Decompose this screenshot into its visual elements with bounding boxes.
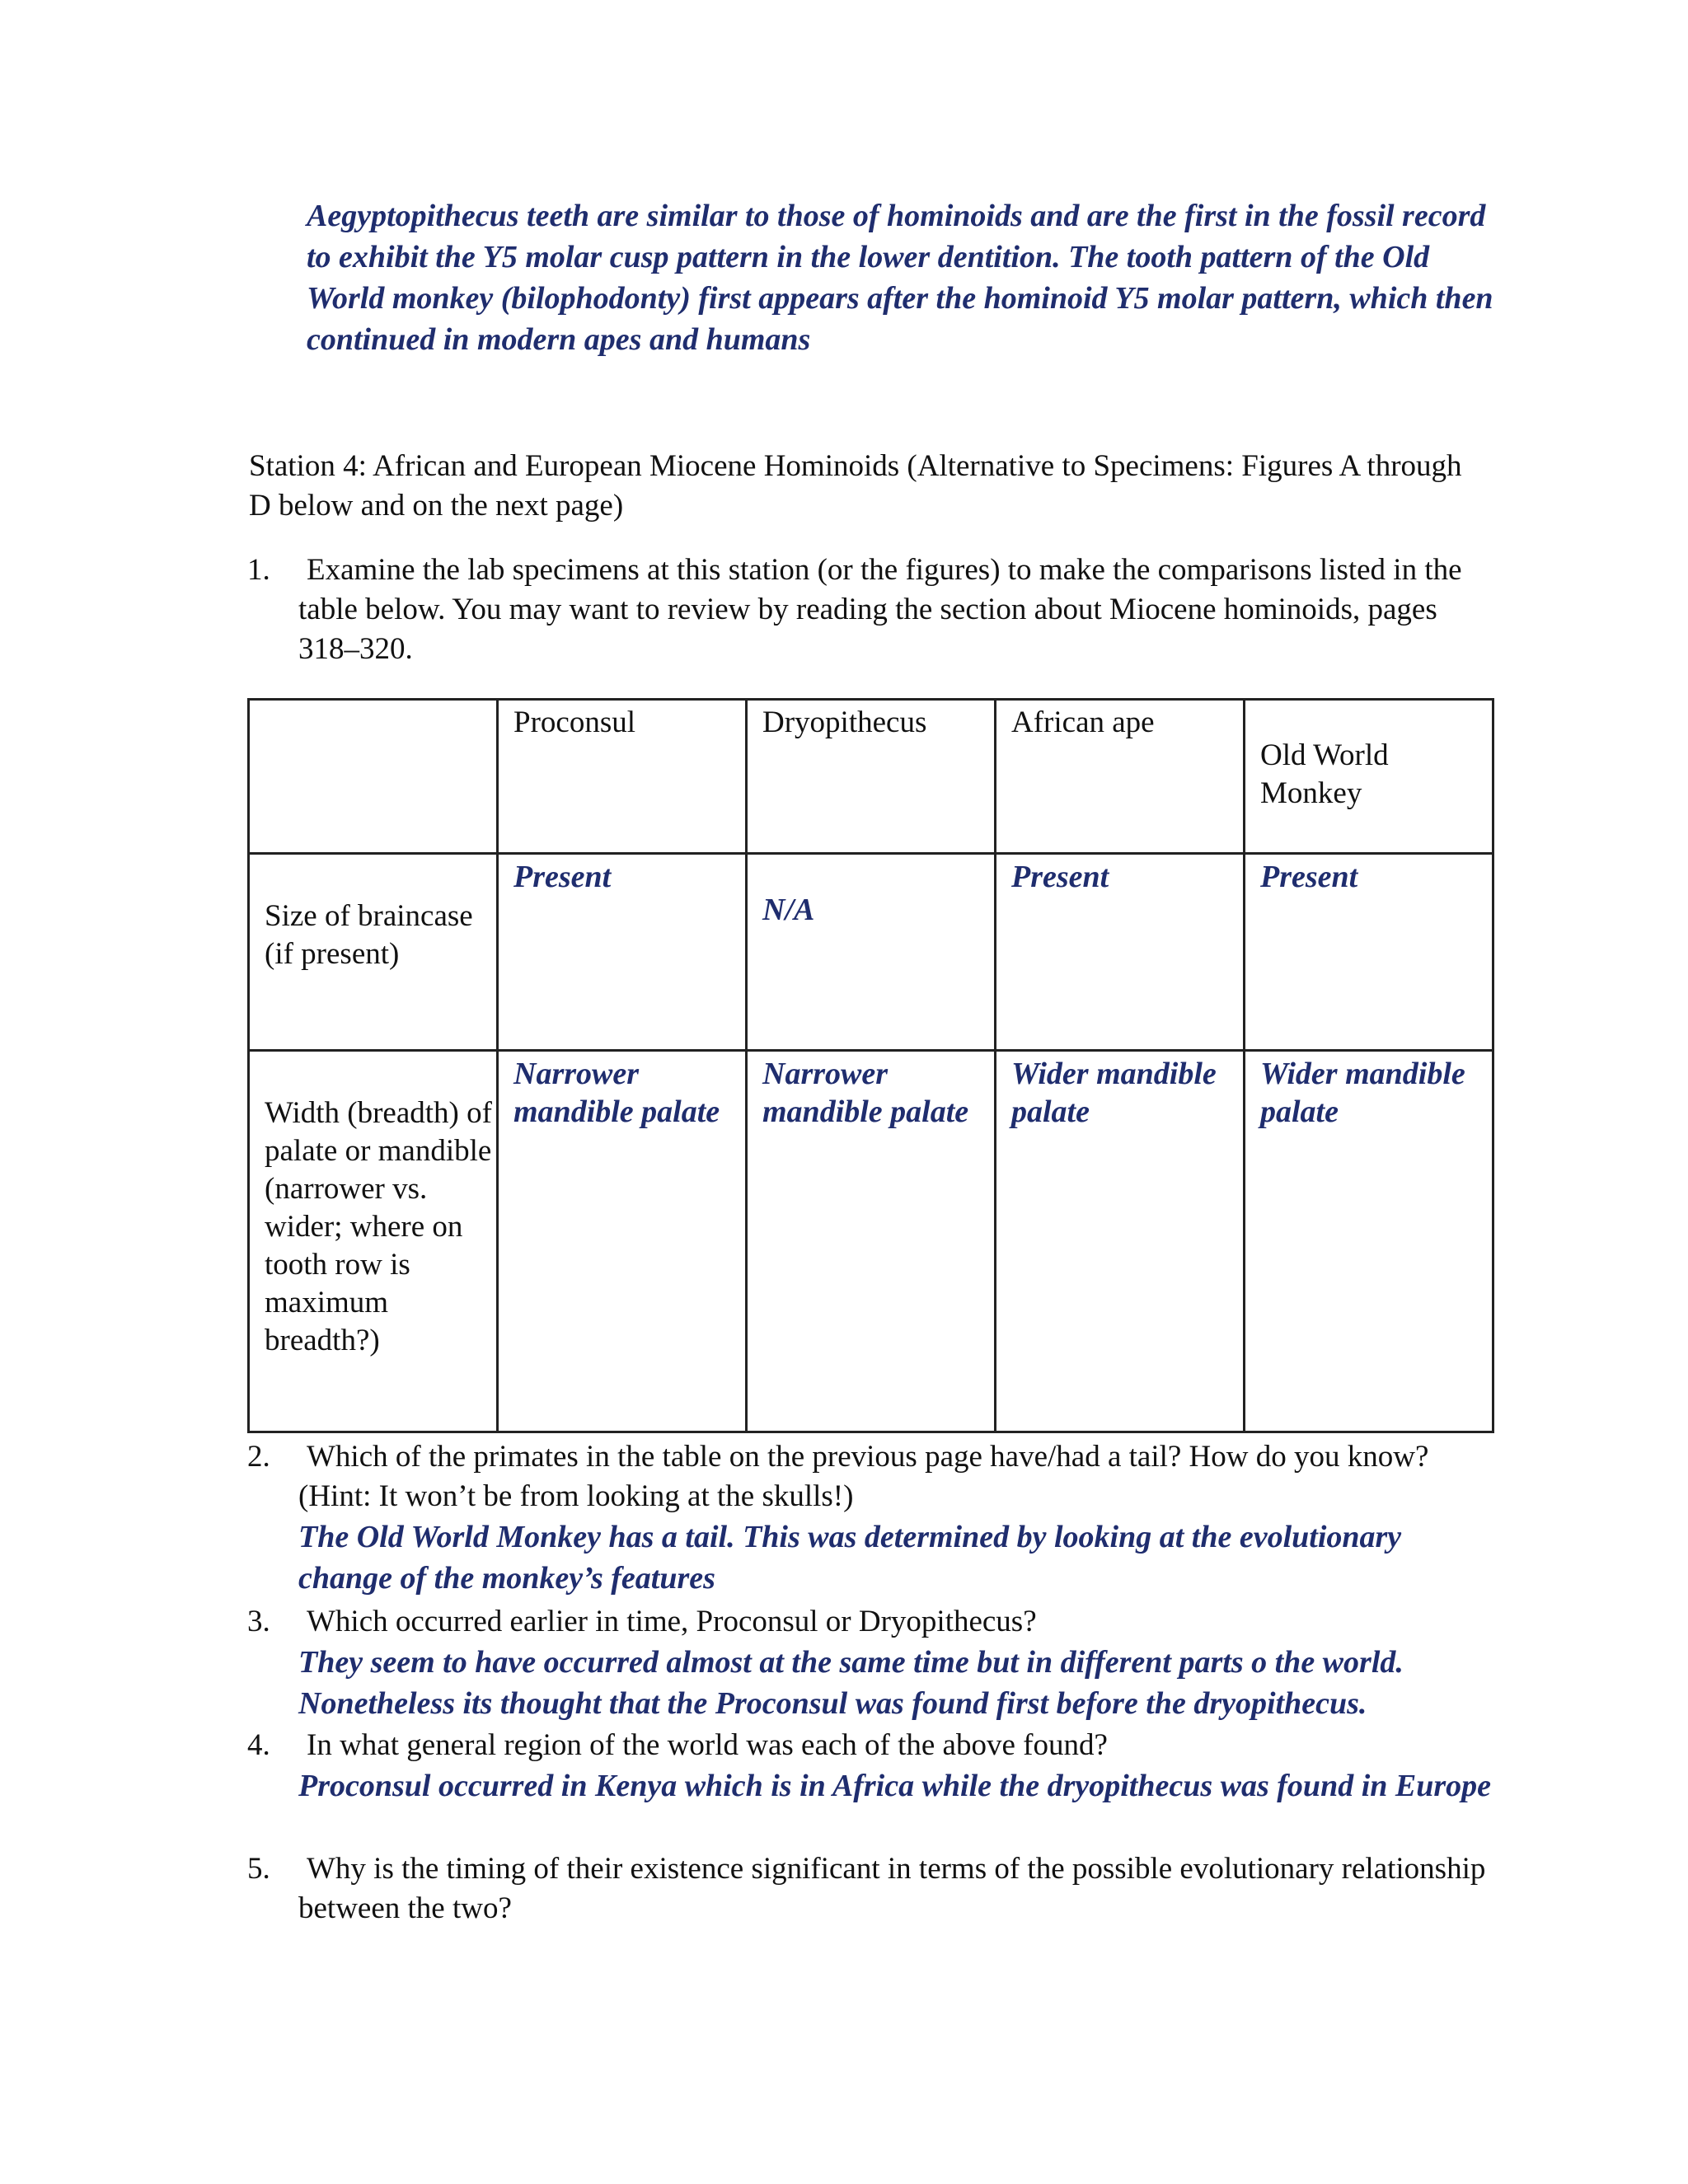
table-row xyxy=(249,854,1493,1051)
answer-cell: Wider mandible palate xyxy=(996,1051,1245,1432)
row-label-cell: Size of braincase (if present) xyxy=(249,854,498,1051)
answer-text: Proconsul occurred in Kenya which is in Africa while the dryopithecus was found in Europe xyxy=(298,1769,1492,1803)
question-text: In what general region of the world was each of the above found? xyxy=(307,1728,1108,1762)
header-cell: Dryopithecus xyxy=(747,700,996,854)
question-3 xyxy=(247,1602,1500,1724)
row-label-cell: Width (breadth) of palate or mandible (narrower vs. wider; where on tooth row is maximum breadth?) xyxy=(249,1051,498,1432)
question-text: Why is the timing of their existence significant in terms of the possible evolutionary relationship between the two? xyxy=(298,1852,1486,1925)
table-corner-cell xyxy=(249,700,498,854)
answer-cell: Narrower mandible palate xyxy=(747,1051,996,1432)
answer-cell: Present xyxy=(996,854,1245,1051)
question-number: 4. xyxy=(247,1728,270,1762)
table-row xyxy=(249,1051,1493,1432)
question-2 xyxy=(247,1437,1500,1599)
question-1 xyxy=(247,551,1500,669)
answer-text: They seem to have occurred almost at the same time but in different parts o the world. Nonetheless its thought that the Proconsul was found first before the dryopithecus. xyxy=(298,1645,1404,1721)
answer-cell: Wider mandible palate xyxy=(1245,1051,1493,1432)
answer-cell: Present xyxy=(498,854,747,1051)
answer-cell: Present xyxy=(1245,854,1493,1051)
question-number: 2. xyxy=(247,1440,270,1474)
question-text: Which occurred earlier in time, Proconsul or Dryopithecus? xyxy=(307,1605,1037,1638)
intro-answer-paragraph: Aegyptopithecus teeth are similar to those of hominoids and are the first in the fossil record to exhibit the Y5 molar cusp pattern in the lower dentition. The tooth pattern of the Old World monkey (bilophodonty) first appears after the hominoid Y5 molar pattern, which then continued in modern apes and humans xyxy=(307,199,1493,357)
question-text: Examine the lab specimens at this station (or the figures) to make the comparisons listed in the table below. You may want to review by reading the section about Miocene hominoids, pages 318–320. xyxy=(298,553,1462,666)
question-number: 3. xyxy=(247,1605,270,1638)
question-number: 1. xyxy=(247,553,270,587)
question-5 xyxy=(247,1849,1500,1929)
header-cell: African ape xyxy=(996,700,1245,854)
station-heading: Station 4: African and European Miocene Hominoids (Alternative to Specimens: Figures A through D below and on the next page) xyxy=(249,449,1462,523)
header-cell: Old World Monkey xyxy=(1245,700,1493,854)
answer-cell: Narrower mandible palate xyxy=(498,1051,747,1432)
question-4 xyxy=(247,1726,1500,1807)
question-number: 5. xyxy=(247,1852,270,1886)
comparison-table xyxy=(247,698,1494,1433)
answer-text: The Old World Monkey has a tail. This was determined by looking at the evolutionary change of the monkey’s features xyxy=(298,1520,1402,1596)
table-header-row xyxy=(249,700,1493,854)
question-text: Which of the primates in the table on the previous page have/had a tail? How do you know? (Hint: It won’t be from looking at the skulls!) xyxy=(298,1440,1429,1513)
header-cell: Proconsul xyxy=(498,700,747,854)
answer-cell: N/A xyxy=(747,854,996,1051)
